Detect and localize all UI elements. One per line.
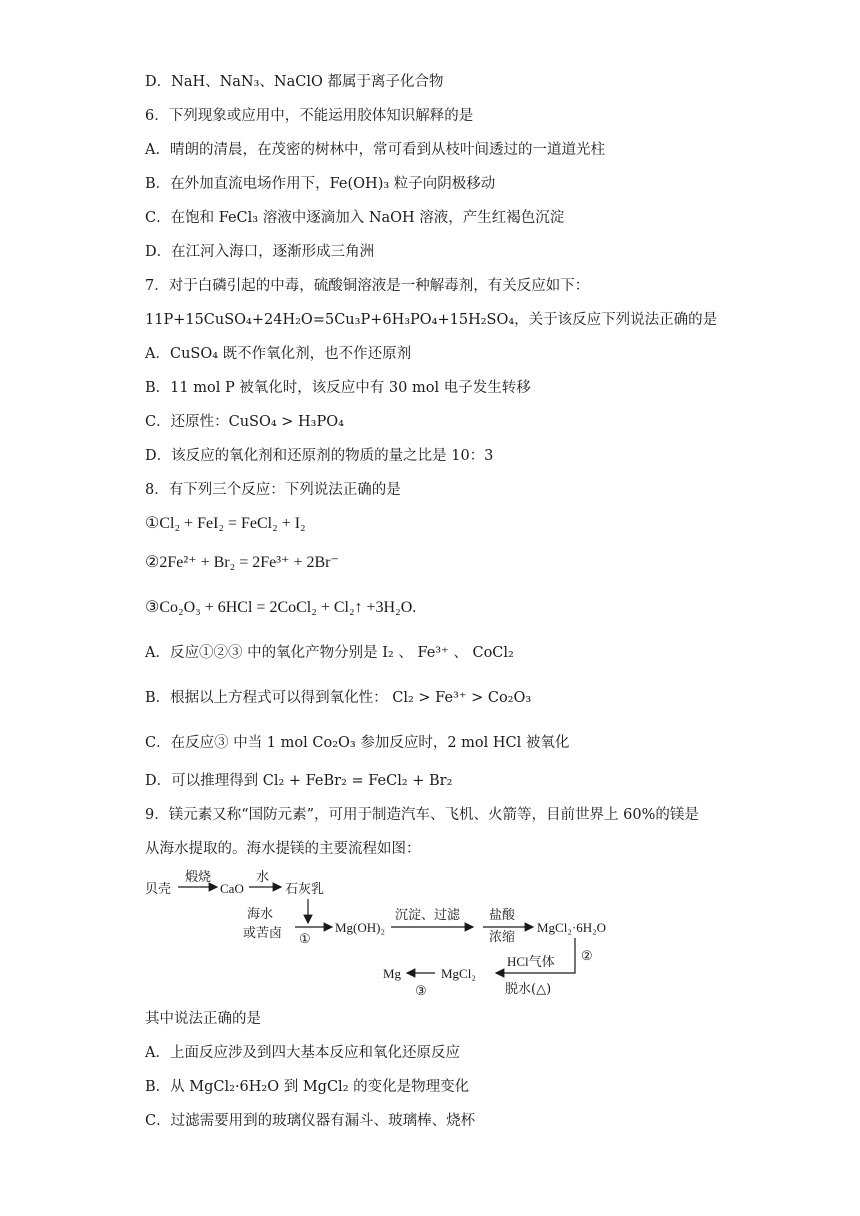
q6-option-d: D．在江河入海口，逐渐形成三角洲 [145,244,375,260]
flow-mgoh2: Mg(OH)₂ [335,920,386,935]
q8-option-c: C．在反应③ 中当 1 mol Co₂O₃ 参加反应时，2 mol HCl 被氧化 [145,735,570,751]
q8-stem: 8．有下列三个反应：下列说法正确的是 [145,482,401,498]
flow-mg: Mg [383,966,402,981]
q9-option-c: C．过滤需要用到的玻璃仪器有漏斗、玻璃棒、烧杯 [145,1113,476,1129]
q9-after-text: 其中说法正确的是 [145,1011,261,1027]
q7-stem: 7．对于白磷引起的中毒，硫酸铜溶液是一种解毒剂，有关反应如下： [145,278,590,294]
flow-hcl: 盐酸 [489,908,516,923]
flow-step1: ① [299,932,311,947]
q6-option-b: B．在外加直流电场作用下，Fe(OH)₃ 粒子向阴极移动 [145,176,496,192]
flow-calcine: 煅烧 [185,870,212,885]
q8-option-b: B．根据以上方程式可以得到氧化性： Cl₂ > Fe³⁺ > Co₂O₃ [145,690,532,706]
q7-option-a: A．CuSO₄ 既不作氧化剂，也不作还原剂 [145,346,412,362]
q6-option-a: A．晴朗的清晨，在茂密的树林中，常可看到从枝叶间透过的一道道光柱 [145,142,605,158]
flow-mgcl2: MgCl₂ [441,966,476,981]
flow-seawater: 海水 [247,907,274,922]
flow-limemilk: 石灰乳 [285,882,325,897]
flow-hcl-gas: HCl气体 [507,954,555,969]
flow-cao: CaO [220,881,244,896]
flow-step2: ② [581,949,593,964]
q6-option-c: C．在饱和 FeCl₃ 溶液中逐滴加入 NaOH 溶液，产生红褐色沉淀 [145,210,565,226]
flow-mgcl2-hydrate: MgCl₂·6H₂O [537,920,607,935]
q9-option-a: A．上面反应涉及到四大基本反应和氧化还原反应 [145,1045,460,1061]
q8-option-a: A．反应①②③ 中的氧化产物分别是 I₂ 、 Fe³⁺ 、 CoCl₂ [145,645,514,661]
q8-reaction-1: ①Cl₂ + FeI₂ = FeCl₂ + I₂ [145,515,306,532]
q8-reaction-3: ③Co₂O₃ + 6HCl = 2CoCl₂ + Cl₂↑ +3H₂O. [145,599,417,616]
q7-equation: 11P+15CuSO₄+24H₂O=5Cu₃P+6H₃PO₄+15H₂SO₄，关于该反应下列说法正确的是 [145,312,718,328]
flow-bittern: 或苦卤 [243,926,283,941]
flow-precipitate-filter: 沉淀、过滤 [395,908,461,923]
flow-shell: 贝壳 [145,882,172,897]
q7-option-c: C．还原性：CuSO₄ > H₃PO₄ [145,414,344,430]
q9-stem-line-2: 从海水提取的。海水提镁的主要流程如图： [145,841,421,857]
q7-option-d: D．该反应的氧化剂和还原剂的物质的量之比是 10：3 [145,448,494,464]
q8-option-d: D．可以推理得到 Cl₂ + FeBr₂ = FeCl₂ + Br₂ [145,773,453,789]
q9-option-b: B．从 MgCl₂·6H₂O 到 MgCl₂ 的变化是物理变化 [145,1079,470,1095]
magnesium-extraction-flowchart [145,865,645,1000]
q6-stem: 6．下列现象或应用中，不能运用胶体知识解释的是 [145,108,474,124]
flow-water: 水 [256,870,270,885]
q5-option-d: D．NaH、NaN₃、NaClO 都属于离子化合物 [145,74,444,90]
q9-stem-line-1: 9．镁元素又称“国防元素”，可用于制造汽车、飞机、火箭等，目前世界上 60%的镁是 [145,807,699,823]
q7-option-b: B．11 mol P 被氧化时，该反应中有 30 mol 电子发生转移 [145,380,531,396]
flow-concentrate: 浓缩 [489,930,516,945]
flow-step3: ③ [415,984,427,999]
flow-dehydrate: 脱水(△) [505,982,552,997]
q8-reaction-2: ②2Fe²⁺ + Br₂ = 2Fe³⁺ + 2Br⁻ [145,554,339,571]
